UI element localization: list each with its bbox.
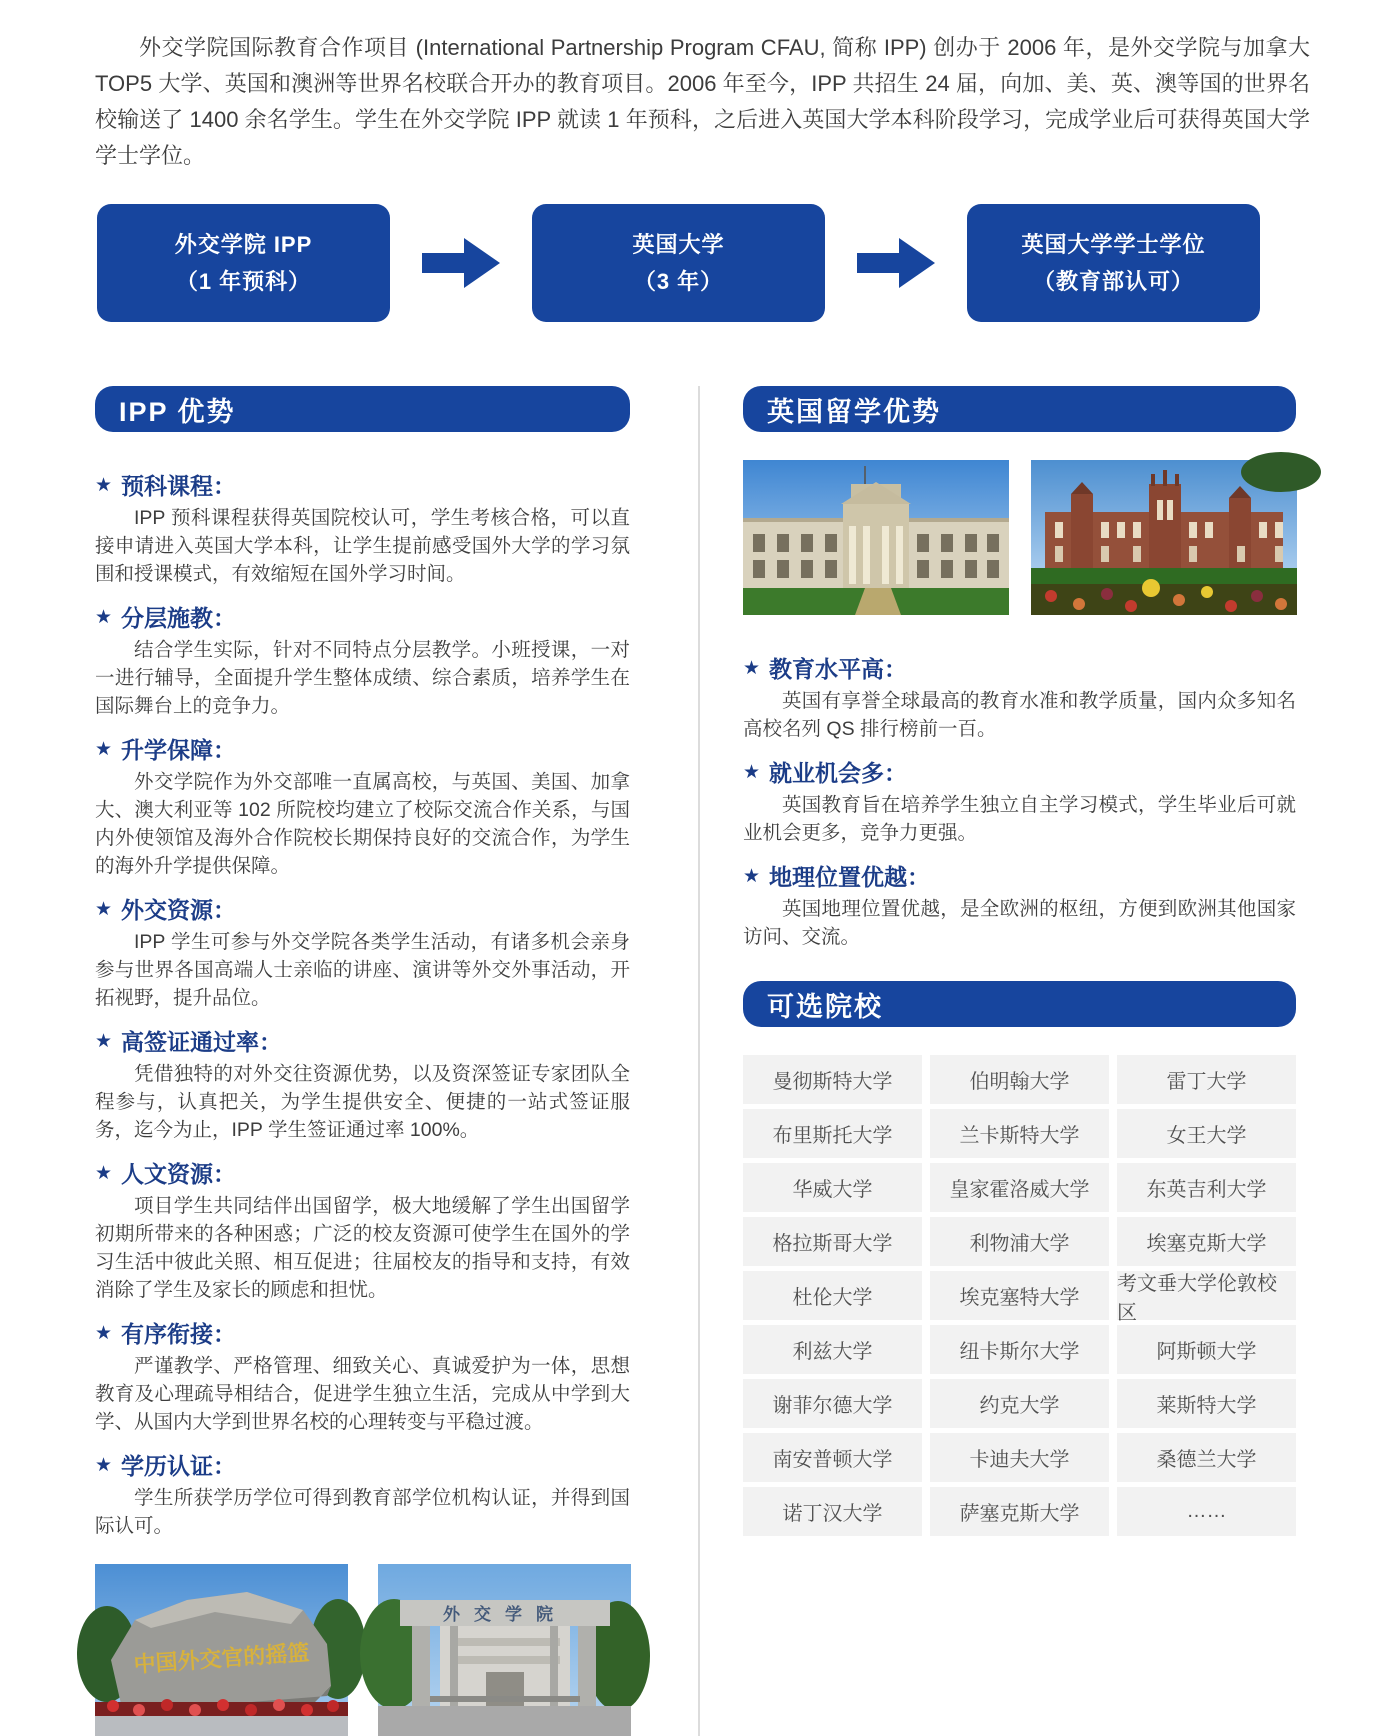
section-header-school-options: 可选院校: [743, 981, 1296, 1027]
star-icon: ★: [95, 899, 113, 920]
section-title: 分层施教：: [121, 605, 237, 631]
intro-paragraph: 外交学院国际教育合作项目 (International Partnership Program CFAU, 简称 IPP) 创办于 2006 年，是外交学院与加拿大 TOP5 大学、英国和澳洲等世界名校联合开办的教育项目。2006 年至今，IPP 共招生 24 届，向加、美、英、澳等国的世界名校输送了 1400 余名学生。学生在外交学院 IPP 就读 1 年预科，之后进入英国大学本科阶段学习，完成学业后可获得英国大学学士学位。: [95, 35, 1310, 168]
school-cell: 卡迪夫大学: [930, 1433, 1109, 1482]
school-cell: 谢菲尔德大学: [743, 1379, 922, 1428]
section-body: IPP 学生可参与外交学院各类学生活动，有诸多机会亲身参与世界各国高端人士亲临的讲座、演讲等外交外事活动，开拓视野，提升品位。: [95, 931, 630, 1009]
uk-study-column: [743, 386, 1296, 1736]
school-cell: 纽卡斯尔大学: [930, 1325, 1109, 1374]
advantage-section: [95, 472, 630, 588]
ipp-advantages-column: [95, 386, 630, 1736]
section-title: 人文资源：: [121, 1161, 237, 1187]
program-flow-diagram: [97, 204, 1260, 322]
school-cell: 莱斯特大学: [1117, 1379, 1296, 1428]
school-cell: 皇家霍洛威大学: [930, 1163, 1109, 1212]
school-cell: 阿斯顿大学: [1117, 1325, 1296, 1374]
advantage-section: [95, 736, 630, 880]
section-title: 高签证通过率：: [121, 1029, 283, 1055]
school-cell: 南安普顿大学: [743, 1433, 922, 1482]
school-cell: 埃塞克斯大学: [1117, 1217, 1296, 1266]
section-body: 英国地理位置优越，是全欧洲的枢纽，方便到欧洲其他国家访问、交流。: [743, 898, 1296, 948]
section-title: 学历认证：: [121, 1453, 237, 1479]
two-column-layout: [95, 386, 1310, 1736]
flow-step-title: 外交学院 IPP: [174, 232, 313, 257]
star-icon: ★: [95, 1455, 113, 1476]
flow-step-uk-degree: [967, 204, 1260, 322]
flow-step-cfau-ipp: [97, 204, 390, 322]
star-icon: ★: [95, 739, 113, 760]
photo-uk-university-1: [743, 460, 1009, 615]
section-title: 有序衔接：: [121, 1321, 237, 1347]
schools-table: [743, 1055, 1296, 1536]
section-body: 严谨教学、严格管理、细致关心、真诚爱护为一体，思想教育及心理疏导相结合，促进学生独立生活，完成从中学到大学、从国内大学到世界名校的心理转变与平稳过渡。: [95, 1355, 630, 1433]
section-title: 地理位置优越：: [769, 864, 931, 890]
star-icon: ★: [95, 1031, 113, 1052]
school-cell: 杜伦大学: [743, 1271, 922, 1320]
school-cell: 埃克塞特大学: [930, 1271, 1109, 1320]
star-icon: ★: [743, 866, 761, 887]
column-divider: [698, 386, 700, 1736]
school-cell: ……: [1117, 1487, 1296, 1536]
advantage-section: [95, 1028, 630, 1144]
school-cell: 格拉斯哥大学: [743, 1217, 922, 1266]
section-title: 预科课程：: [121, 473, 237, 499]
section-body: 项目学生共同结伴出国留学，极大地缓解了学生出国留学初期所带来的各种困惑；广泛的校友资源可使学生在国外的学习生活中彼此关照、相互促进；往届校友的指导和支持，有效消除了学生及家长的顾虑和担忧。: [95, 1195, 630, 1301]
school-cell: 曼彻斯特大学: [743, 1055, 922, 1104]
school-cell: 布里斯托大学: [743, 1109, 922, 1158]
school-cell: 利兹大学: [743, 1325, 922, 1374]
flow-step-subtitle: （1 年预科）: [175, 269, 312, 294]
section-title: 教育水平高：: [769, 656, 908, 682]
star-icon: ★: [95, 607, 113, 628]
advantage-section: [95, 604, 630, 720]
photo-campus-stone: [95, 1564, 348, 1736]
photo-campus-gate: [378, 1564, 631, 1736]
flow-step-title: 英国大学学士学位: [1021, 232, 1206, 257]
section-body: IPP 预科课程获得英国院校认可，学生考核合格，可以直接申请进入英国大学本科，让学生提前感受国外大学的学习氛围和授课模式，有效缩短在国外学习时间。: [95, 507, 630, 585]
advantage-section: [743, 863, 1296, 951]
flow-step-subtitle: （3 年）: [633, 269, 724, 294]
gate-sign-text: 外交学院: [443, 1605, 567, 1624]
school-cell: 雷丁大学: [1117, 1055, 1296, 1104]
section-body: 英国有享誉全球最高的教育水准和教学质量，国内众多知名高校名列 QS 排行榜前一百。: [743, 690, 1296, 740]
stone-inscription-text: 中国外交官的摇篮: [132, 1639, 311, 1678]
school-cell: 萨塞克斯大学: [930, 1487, 1109, 1536]
star-icon: ★: [743, 658, 761, 679]
section-body: 外交学院作为外交部唯一直属高校，与英国、美国、加拿大、澳大利亚等 102 所院校均建立了校际交流合作关系，与国内外使领馆及海外合作院校长期保持良好的交流合作，为学生的海外升学提供保障。: [95, 771, 630, 877]
advantage-section: [95, 896, 630, 1012]
advantage-section: [95, 1320, 630, 1436]
section-body: 凭借独特的对外交往资源优势，以及资深签证专家团队全程参与，认真把关，为学生提供安全、便捷的一站式签证服务，迄今为止，IPP 学生签证通过率 100%。: [95, 1063, 630, 1141]
school-cell: 诺丁汉大学: [743, 1487, 922, 1536]
flow-step-subtitle: （教育部认可）: [1032, 269, 1194, 294]
uk-university-photos: [743, 460, 1296, 615]
advantage-section: [95, 1452, 630, 1540]
school-cell: 女王大学: [1117, 1109, 1296, 1158]
school-cell: 利物浦大学: [930, 1217, 1109, 1266]
arrow-right-icon: [422, 238, 500, 288]
star-icon: ★: [95, 1323, 113, 1344]
school-cell: 华威大学: [743, 1163, 922, 1212]
star-icon: ★: [743, 762, 761, 783]
school-cell: 桑德兰大学: [1117, 1433, 1296, 1482]
advantage-section: [743, 759, 1296, 847]
advantage-section: [95, 1160, 630, 1304]
school-cell: 约克大学: [930, 1379, 1109, 1428]
section-body: 学生所获学历学位可得到教育部学位机构认证，并得到国际认可。: [95, 1487, 630, 1537]
school-cell: 考文垂大学伦敦校区: [1117, 1271, 1296, 1320]
campus-photos: [95, 1564, 630, 1736]
star-icon: ★: [95, 475, 113, 496]
school-cell: 兰卡斯特大学: [930, 1109, 1109, 1158]
flow-step-title: 英国大学: [632, 232, 725, 257]
arrow-right-icon: [857, 238, 935, 288]
section-body: 英国教育旨在培养学生独立自主学习模式，学生毕业后可就业机会更多，竞争力更强。: [743, 794, 1296, 844]
school-cell: 东英吉利大学: [1117, 1163, 1296, 1212]
school-cell: 伯明翰大学: [930, 1055, 1109, 1104]
section-title: 就业机会多：: [769, 760, 908, 786]
flow-step-uk-university: [532, 204, 825, 322]
section-title: 外交资源：: [121, 897, 237, 923]
section-header-ipp-advantages: IPP 优势: [95, 386, 630, 432]
section-header-uk-advantages: 英国留学优势: [743, 386, 1296, 432]
star-icon: ★: [95, 1163, 113, 1184]
section-body: 结合学生实际，针对不同特点分层教学。小班授课，一对一进行辅导，全面提升学生整体成绩、综合素质，培养学生在国际舞台上的竞争力。: [95, 639, 630, 717]
advantage-section: [743, 655, 1296, 743]
section-title: 升学保障：: [121, 737, 237, 763]
photo-uk-university-2: [1031, 460, 1297, 615]
